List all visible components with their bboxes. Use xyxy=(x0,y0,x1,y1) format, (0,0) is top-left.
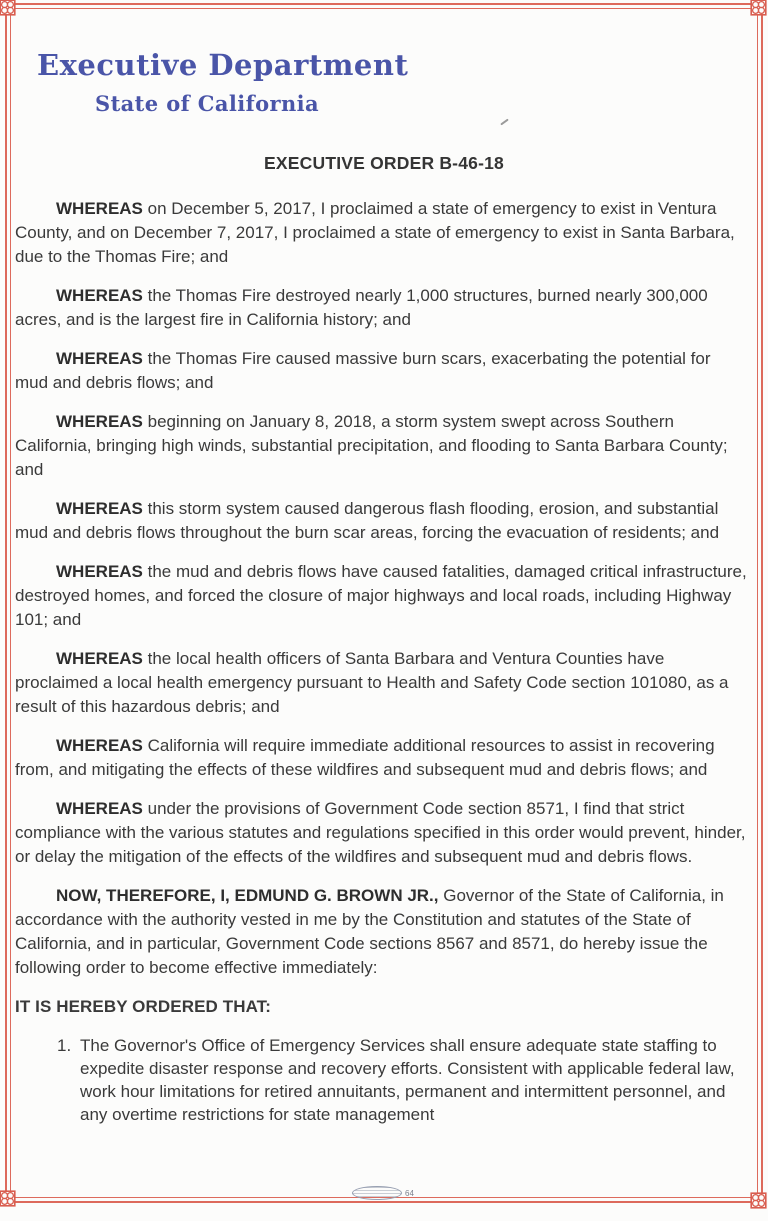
whereas-paragraph xyxy=(15,410,747,482)
ordered-list-item xyxy=(57,1034,747,1126)
paragraph-text: California will require immediate additional resources to assist in recovering from, and mitigating the effects of these wildfires and subsequent mud and debris flows; and xyxy=(15,736,715,780)
paragraph-text: the Thomas Fire caused massive burn scars, exacerbating the potential for mud and debris flows; and xyxy=(15,349,711,393)
corner-knot-ornament-top-left-icon xyxy=(0,0,16,16)
now-therefore-paragraph xyxy=(15,884,747,980)
stamp-number: 64 xyxy=(405,1188,414,1198)
paragraph-text: the Thomas Fire destroyed nearly 1,000 structures, burned nearly 300,000 acres, and is the largest fire in California history; and xyxy=(15,286,708,330)
whereas-label: WHEREAS xyxy=(56,286,143,306)
whereas-label: WHEREAS xyxy=(56,799,143,819)
whereas-paragraph xyxy=(15,797,747,869)
executive-order-title: EXECUTIVE ORDER B-46-18 xyxy=(264,153,504,174)
union-bug-oval-icon xyxy=(352,1186,402,1200)
paragraph-text: beginning on January 8, 2018, a storm system swept across Southern California, bringing high winds, substantial precipitation, and flooding to Santa Barbara County; and xyxy=(15,412,728,480)
whereas-label: WHEREAS xyxy=(56,562,143,582)
whereas-label: WHEREAS xyxy=(56,736,143,756)
union-bug-stamp xyxy=(352,1186,414,1200)
letterhead-department: Executive Department xyxy=(37,48,409,82)
letterhead-state: State of California xyxy=(95,91,320,117)
whereas-paragraph xyxy=(15,560,747,632)
paragraph-text: this storm system caused dangerous flash flooding, erosion, and substantial mud and debris flows throughout the burn scar areas, forcing the evacuation of residents; and xyxy=(15,499,720,543)
now-therefore-label: NOW, THEREFORE, I, EDMUND G. BROWN JR., xyxy=(56,886,439,906)
corner-knot-ornament-bottom-right-icon xyxy=(750,1192,767,1209)
whereas-label: WHEREAS xyxy=(56,412,143,432)
whereas-paragraph xyxy=(15,734,747,782)
whereas-label: WHEREAS xyxy=(56,199,143,219)
paragraph-text: on December 5, 2017, I proclaimed a state of emergency to exist in Ventura County, and on December 7, 2017, I proclaimed a state of emergency to exist in Santa Barbara, due to the Thomas Fire; and xyxy=(15,199,735,267)
ordered-heading: IT IS HEREBY ORDERED THAT: xyxy=(15,997,272,1017)
document-body xyxy=(0,197,768,1126)
whereas-paragraph xyxy=(15,284,747,332)
whereas-paragraph xyxy=(15,197,747,269)
letterhead xyxy=(37,0,768,116)
whereas-paragraph xyxy=(15,647,747,719)
whereas-paragraph xyxy=(15,497,747,545)
scan-artifact-mark xyxy=(500,119,509,126)
item-text: The Governor's Office of Emergency Services shall ensure adequate state staffing to expedite disaster response and recovery efforts. Consistent with applicable federal law, work hour limitations for retired annuitants, permanent and intermittent personnel, and any overtime restrictions for state management xyxy=(80,1036,735,1125)
paragraph-text: the local health officers of Santa Barbara and Ventura Counties have proclaimed a local health emergency pursuant to Health and Safety Code section 101080, as a result of this hazardous debris; and xyxy=(15,649,729,717)
paragraph-text: under the provisions of Government Code section 8571, I find that strict compliance with the various statutes and regulations specified in this order would prevent, hinder, or delay the mitigation of the effects of the wildfires and subsequent mud and debris flows. xyxy=(15,799,746,867)
whereas-label: WHEREAS xyxy=(56,649,143,669)
corner-knot-ornament-bottom-left-icon xyxy=(0,1190,16,1207)
paragraph-text: the mud and debris flows have caused fatalities, damaged critical infrastructure, destroyed homes, and forced the closure of major highways and local roads, including Highway 101; and xyxy=(15,562,747,630)
whereas-label: WHEREAS xyxy=(56,499,143,519)
ordered-list xyxy=(15,1034,747,1126)
whereas-paragraph xyxy=(15,347,747,395)
corner-knot-ornament-top-right-icon xyxy=(750,0,767,16)
whereas-label: WHEREAS xyxy=(56,349,143,369)
paragraph-text: Governor of the State of California, in accordance with the authority vested in me by the Constitution and statutes of the State of California, and in particular, Government Code sections 8567 and 8571, do hereby issue the following order to become effective immediately: xyxy=(15,886,724,978)
item-number: 1. xyxy=(57,1036,72,1056)
